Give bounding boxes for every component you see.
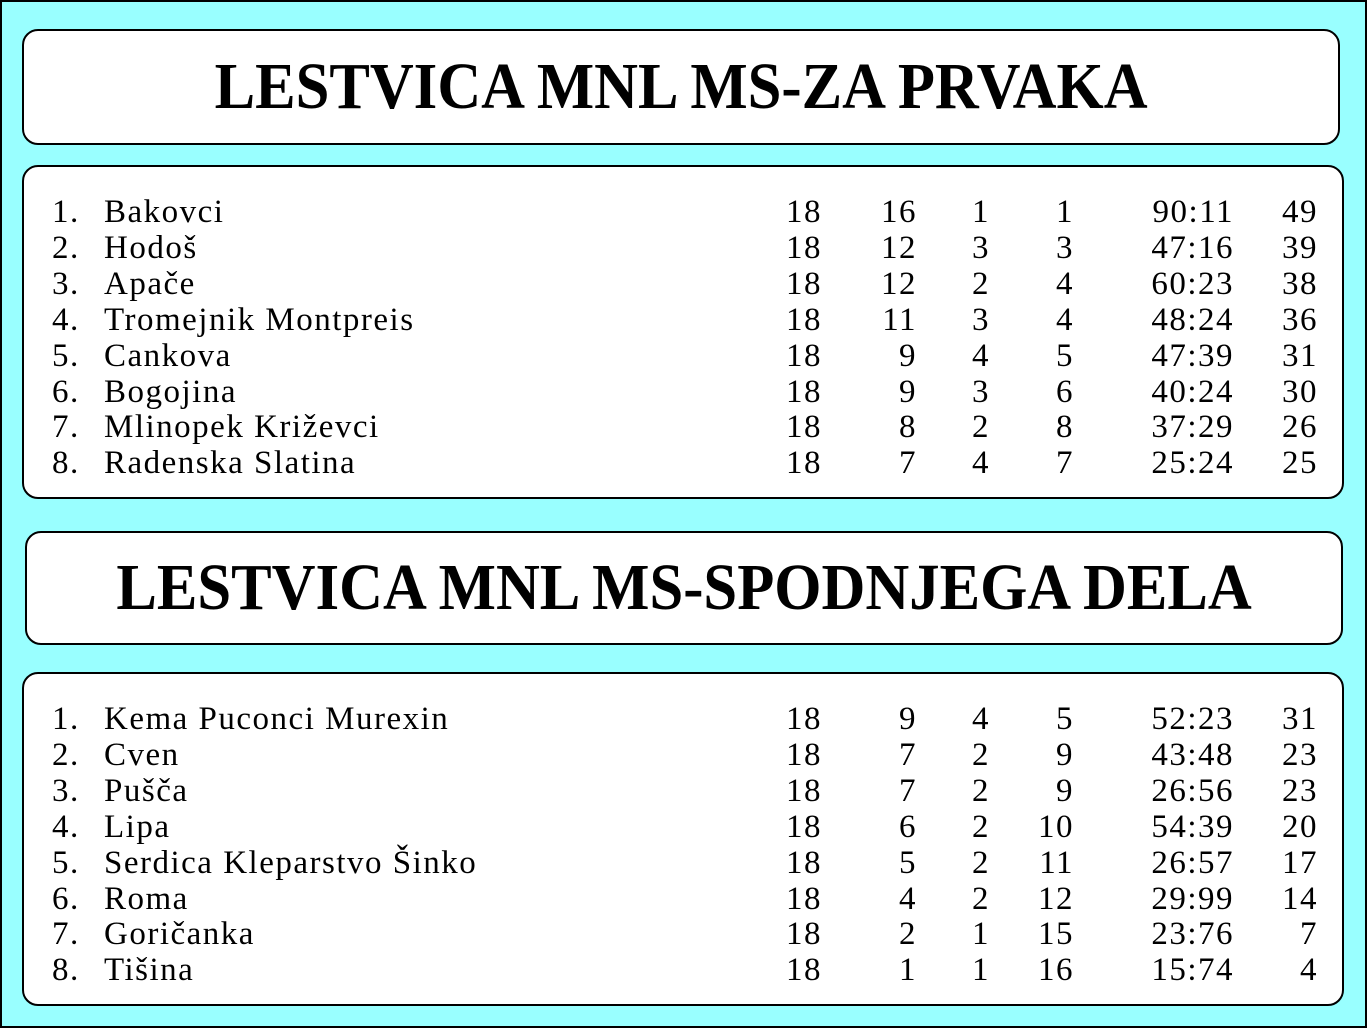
table-row	[24, 916, 1342, 952]
losses-cell: 12	[1038, 880, 1074, 917]
position-cell: 1.	[52, 194, 80, 230]
wins-cell: 16	[881, 194, 917, 230]
position-cell: 2.	[52, 736, 80, 773]
position-cell: 5.	[52, 337, 80, 374]
losses-cell: 9	[1056, 736, 1074, 773]
position-cell: 5.	[52, 844, 80, 881]
games-played-cell: 18	[786, 301, 822, 338]
goals-cell: 60:23	[1151, 265, 1234, 302]
wins-cell: 12	[881, 229, 917, 266]
goals-cell: 37:29	[1151, 409, 1234, 446]
games-played-cell: 18	[786, 701, 822, 737]
wins-cell: 9	[899, 701, 917, 737]
points-cell: 49	[1282, 194, 1318, 230]
goals-cell: 90:11	[1152, 194, 1234, 230]
position-cell: 2.	[52, 229, 80, 266]
games-played-cell: 18	[786, 337, 822, 374]
table-row	[24, 952, 1342, 988]
table-row	[24, 809, 1342, 845]
points-cell: 36	[1282, 301, 1318, 338]
points-cell: 31	[1282, 337, 1318, 374]
games-played-cell: 18	[786, 772, 822, 809]
team-cell: Cankova	[104, 337, 232, 374]
goals-cell: 48:24	[1151, 301, 1234, 338]
draws-cell: 2	[972, 880, 990, 917]
points-cell: 25	[1282, 445, 1318, 482]
goals-cell: 29:99	[1151, 880, 1234, 917]
position-cell: 6.	[52, 373, 80, 410]
games-played-cell: 18	[786, 808, 822, 845]
standings-table-top	[22, 165, 1344, 499]
page-title-top: LESTVICA MNL MS-ZA PRVAKA	[214, 50, 1148, 123]
goals-cell: 26:56	[1151, 772, 1234, 809]
table-row	[24, 302, 1342, 338]
position-cell: 7.	[52, 409, 80, 446]
wins-cell: 9	[899, 373, 917, 410]
draws-cell: 4	[972, 701, 990, 737]
position-cell: 4.	[52, 808, 80, 845]
team-cell: Roma	[104, 880, 189, 917]
team-cell: Pušča	[104, 772, 189, 809]
position-cell: 8.	[52, 952, 80, 989]
table-row	[24, 374, 1342, 410]
table-row	[24, 230, 1342, 266]
draws-cell: 3	[972, 229, 990, 266]
draws-cell: 4	[972, 445, 990, 482]
position-cell: 1.	[52, 701, 80, 737]
games-played-cell: 18	[786, 409, 822, 446]
position-cell: 6.	[52, 880, 80, 917]
wins-cell: 4	[899, 880, 917, 917]
wins-cell: 7	[899, 736, 917, 773]
table-row	[24, 773, 1342, 809]
goals-cell: 23:76	[1151, 916, 1234, 953]
table-row	[24, 737, 1342, 773]
table-row	[24, 409, 1342, 445]
points-cell: 23	[1282, 736, 1318, 773]
losses-cell: 11	[1039, 844, 1074, 881]
team-cell: Radenska Slatina	[104, 445, 357, 482]
draws-cell: 2	[972, 736, 990, 773]
draws-cell: 2	[972, 808, 990, 845]
losses-cell: 9	[1056, 772, 1074, 809]
points-cell: 31	[1282, 701, 1318, 737]
points-cell: 23	[1282, 772, 1318, 809]
losses-cell: 15	[1038, 916, 1074, 953]
team-cell: Hodoš	[104, 229, 198, 266]
wins-cell: 2	[899, 916, 917, 953]
games-played-cell: 18	[786, 229, 822, 266]
losses-cell: 4	[1056, 265, 1074, 302]
position-cell: 3.	[52, 265, 80, 302]
losses-cell: 5	[1056, 701, 1074, 737]
position-cell: 8.	[52, 445, 80, 482]
draws-cell: 1	[972, 194, 990, 230]
goals-cell: 15:74	[1151, 952, 1234, 989]
wins-cell: 6	[899, 808, 917, 845]
team-cell: Goričanka	[104, 916, 255, 953]
team-cell: Apače	[104, 265, 196, 302]
goals-cell: 40:24	[1151, 373, 1234, 410]
points-cell: 20	[1282, 808, 1318, 845]
draws-cell: 2	[972, 409, 990, 446]
team-cell: Serdica Kleparstvo Šinko	[104, 844, 478, 881]
wins-cell: 8	[899, 409, 917, 446]
team-cell: Cven	[104, 736, 180, 773]
games-played-cell: 18	[786, 952, 822, 989]
team-cell: Tišina	[104, 952, 195, 989]
wins-cell: 11	[882, 301, 917, 338]
wins-cell: 7	[899, 772, 917, 809]
goals-cell: 43:48	[1151, 736, 1234, 773]
draws-cell: 3	[972, 301, 990, 338]
goals-cell: 47:16	[1151, 229, 1234, 266]
table-row	[24, 445, 1342, 481]
losses-cell: 3	[1056, 229, 1074, 266]
losses-cell: 1	[1056, 194, 1074, 230]
points-cell: 7	[1300, 916, 1318, 953]
losses-cell: 7	[1056, 445, 1074, 482]
goals-cell: 54:39	[1151, 808, 1234, 845]
games-played-cell: 18	[786, 445, 822, 482]
wins-cell: 7	[899, 445, 917, 482]
games-played-cell: 18	[786, 373, 822, 410]
losses-cell: 16	[1038, 952, 1074, 989]
games-played-cell: 18	[786, 194, 822, 230]
table-row	[24, 845, 1342, 881]
wins-cell: 5	[899, 844, 917, 881]
table-row	[24, 881, 1342, 917]
team-cell: Kema Puconci Murexin	[104, 701, 450, 737]
title-box-bottom	[25, 531, 1343, 645]
losses-cell: 10	[1038, 808, 1074, 845]
points-cell: 30	[1282, 373, 1318, 410]
table-row	[24, 266, 1342, 302]
points-cell: 17	[1282, 844, 1318, 881]
position-cell: 4.	[52, 301, 80, 338]
losses-cell: 5	[1056, 337, 1074, 374]
draws-cell: 1	[972, 952, 990, 989]
standings-table-bottom	[22, 672, 1344, 1006]
team-cell: Lipa	[104, 808, 171, 845]
points-cell: 26	[1282, 409, 1318, 446]
draws-cell: 2	[972, 265, 990, 302]
position-cell: 3.	[52, 772, 80, 809]
goals-cell: 52:23	[1151, 701, 1234, 737]
team-cell: Mlinopek Križevci	[104, 409, 380, 446]
points-cell: 14	[1282, 880, 1318, 917]
losses-cell: 8	[1056, 409, 1074, 446]
team-cell: Bakovci	[104, 194, 225, 230]
table-row	[24, 701, 1342, 737]
points-cell: 38	[1282, 265, 1318, 302]
table-row	[24, 338, 1342, 374]
team-cell: Tromejnik Montpreis	[104, 301, 415, 338]
draws-cell: 2	[972, 844, 990, 881]
goals-cell: 25:24	[1151, 445, 1234, 482]
games-played-cell: 18	[786, 916, 822, 953]
draws-cell: 2	[972, 772, 990, 809]
losses-cell: 6	[1056, 373, 1074, 410]
draws-cell: 1	[972, 916, 990, 953]
wins-cell: 1	[899, 952, 917, 989]
games-played-cell: 18	[786, 880, 822, 917]
goals-cell: 26:57	[1151, 844, 1234, 881]
title-box-top	[22, 29, 1340, 145]
goals-cell: 47:39	[1151, 337, 1234, 374]
games-played-cell: 18	[786, 736, 822, 773]
draws-cell: 4	[972, 337, 990, 374]
wins-cell: 9	[899, 337, 917, 374]
points-cell: 39	[1282, 229, 1318, 266]
losses-cell: 4	[1056, 301, 1074, 338]
games-played-cell: 18	[786, 844, 822, 881]
table-row	[24, 194, 1342, 230]
team-cell: Bogojina	[104, 373, 237, 410]
games-played-cell: 18	[786, 265, 822, 302]
page-title-bottom: LESTVICA MNL MS-SPODNJEGA DELA	[116, 551, 1252, 624]
position-cell: 7.	[52, 916, 80, 953]
draws-cell: 3	[972, 373, 990, 410]
points-cell: 4	[1300, 952, 1318, 989]
wins-cell: 12	[881, 265, 917, 302]
